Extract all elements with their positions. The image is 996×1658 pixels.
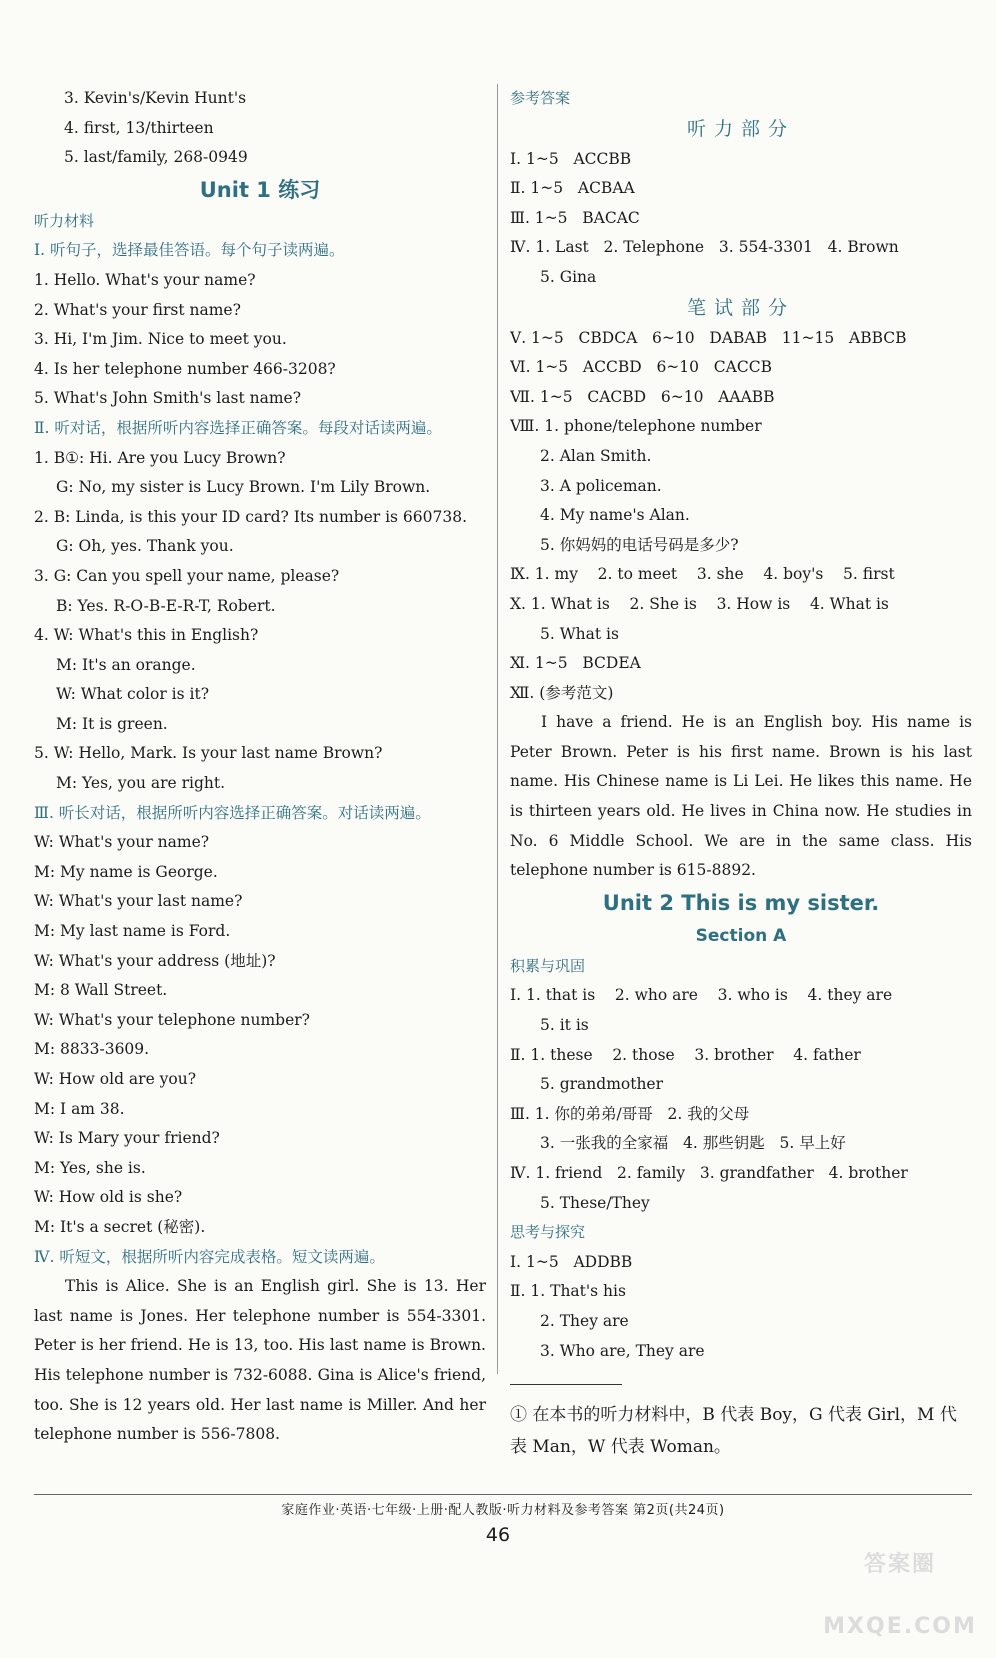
text-line: 4. Is her telephone number 466-3208?	[34, 359, 336, 378]
section-label: 听力材料	[34, 211, 95, 230]
paragraph: I have a friend. He is an English boy. His name is Peter Brown. Peter is his first name. Brown is his last name. His Chinese name is Li Lei. He likes this name. He is thirteen years old. He lives in China now. He studies in No. 6 Middle School. We are in the same class. His telephone number is 615-8892.	[510, 713, 972, 880]
text-line: M: 8 Wall Street.	[34, 981, 168, 1000]
text-line: 1. Hello. What's your name?	[34, 270, 256, 289]
unit-heading: Unit 2 This is my sister.	[602, 890, 880, 915]
text-line: M: My last name is Ford.	[34, 922, 231, 941]
section-label: 积累与巩固	[510, 956, 586, 975]
text-line: M: It is green.	[56, 714, 168, 733]
text-line: Ⅴ. 1~5 CBDCA 6~10 DABAB 11~15 ABBCB	[510, 328, 907, 347]
instruction: Ⅰ. 听句子，选择最佳答语。每个句子读两遍。	[34, 241, 345, 260]
text-line: W: What's your name?	[34, 833, 210, 852]
text-line: W: What's your last name?	[34, 892, 243, 911]
text-line: M: Yes, she is.	[34, 1158, 146, 1177]
text-line: G: No, my sister is Lucy Brown. I'm Lily Brown.	[56, 478, 431, 497]
text-line: Ⅰ. 1~5 ADDBB	[510, 1252, 633, 1271]
right-column	[510, 84, 972, 1463]
text-line: 3. Hi, I'm Jim. Nice to meet you.	[34, 330, 287, 349]
text-line: 5. What's John Smith's last name?	[34, 389, 302, 408]
paragraph: This is Alice. She is an English girl. She is 13. Her last name is Jones. Her telephone number is 554-3301. Peter is her friend. He is 13, too. His last name is Brown. His telephone number is 732-6088. Gina is Alice's friend, too. She is 12 years old. Her last name is Miller. And her telephone number is 556-7808.	[34, 1277, 486, 1444]
text-line: 1. B①: Hi. Are you Lucy Brown?	[34, 448, 286, 467]
text-line: B: Yes. R-O-B-E-R-T, Robert.	[56, 596, 276, 615]
text-line: M: It's an orange.	[56, 655, 196, 674]
text-line: 4. first, 13/thirteen	[64, 118, 214, 137]
text-line: 5. Gina	[540, 267, 597, 286]
text-line: Ⅳ. 1. friend 2. family 3. grandfather 4. brother	[510, 1164, 908, 1182]
text-line: Ⅰ. 1~5 ACCBB	[510, 149, 632, 168]
page-footer: 家庭作业·英语·七年级·上册·配人教版·听力材料及参考答案 第2页(共24页)	[34, 1494, 972, 1518]
text-line: 5. These/They	[540, 1193, 650, 1212]
text-line: Ⅱ. 1~5 ACBAA	[510, 179, 635, 198]
section-heading: Section A	[695, 925, 787, 946]
page-number: 46	[485, 1524, 511, 1546]
text-line: Ⅻ. (参考范文)	[510, 683, 614, 702]
text-line: 3. Kevin's/Kevin Hunt's	[64, 89, 247, 107]
text-line: Ⅱ. 1. these 2. those 3. brother 4. father	[510, 1045, 861, 1064]
text-line: M: 8833-3609.	[34, 1040, 150, 1059]
text-line: 5. W: Hello, Mark. Is your last name Brown?	[34, 744, 383, 763]
text-line: 2. B: Linda, is this your ID card? Its number is 660738.	[34, 507, 468, 526]
text-line: 3. 一张我的全家福 4. 那些钥匙 5. 早上好	[540, 1134, 846, 1153]
text-line: 2. They are	[540, 1311, 629, 1330]
text-line: 2. Alan Smith.	[540, 446, 652, 465]
text-line: 5. grandmother	[540, 1075, 664, 1094]
text-line: Ⅲ. 1~5 BACAC	[510, 208, 640, 227]
text-line: 2. What's your first name?	[34, 300, 241, 319]
watermark-logo: 答案圈 MXQE.COM	[823, 1552, 977, 1639]
text-line: Ⅵ. 1~5 ACCBD 6~10 CACCB	[510, 358, 772, 377]
text-line: 5. 你妈妈的电话号码是多少?	[540, 535, 739, 554]
footnote-rule	[510, 1384, 622, 1385]
text-line: Ⅸ. 1. my 2. to meet 3. she 4. boy's 5. first	[510, 565, 895, 584]
text-line: W: What's your telephone number?	[34, 1010, 310, 1029]
text-line: 3. A policeman.	[540, 476, 662, 495]
text-line: 5. it is	[540, 1016, 589, 1035]
text-line: W: How old is she?	[34, 1188, 183, 1207]
text-line: W: How old are you?	[34, 1070, 197, 1088]
text-line: 3. G: Can you spell your name, please?	[34, 566, 340, 585]
instruction: Ⅱ. 听对话，根据所听内容选择正确答案。每段对话读两遍。	[34, 418, 442, 437]
text-line: Ⅹ. 1. What is 2. She is 3. How is 4. What is	[510, 594, 889, 613]
unit-heading: Unit 1 练习	[199, 177, 321, 202]
section-label: 参考答案	[510, 89, 571, 107]
text-line: Ⅷ. 1. phone/telephone number	[510, 417, 762, 436]
text-line: W: What color is it?	[56, 685, 210, 704]
section-label: 思考与探究	[510, 1223, 586, 1242]
instruction: Ⅳ. 听短文，根据所听内容完成表格。短文读两遍。	[34, 1247, 385, 1266]
text-line: Ⅳ. 1. Last 2. Telephone 3. 554-3301 4. Brown	[510, 238, 899, 257]
left-column	[34, 84, 486, 1450]
text-line: W: What's your address (地址)?	[34, 951, 276, 970]
text-line: Ⅰ. 1. that is 2. who are 3. who is 4. they are	[510, 986, 893, 1005]
instruction: Ⅲ. 听长对话，根据所听内容选择正确答案。对话读两遍。	[34, 803, 431, 822]
text-line: M: Yes, you are right.	[56, 774, 226, 793]
text-line: G: Oh, yes. Thank you.	[56, 537, 234, 556]
part-heading: 听力部分	[686, 117, 795, 140]
text-line: 4. W: What's this in English?	[34, 626, 259, 645]
text-line: 5. What is	[540, 624, 619, 643]
text-line: Ⅶ. 1~5 CACBD 6~10 AAABB	[510, 387, 775, 406]
text-line: M: I am 38.	[34, 1099, 125, 1118]
text-line: M: My name is George.	[34, 862, 218, 881]
text-line: W: Is Mary your friend?	[34, 1129, 220, 1148]
text-line: 5. last/family, 268-0949	[64, 148, 248, 167]
text-line: Ⅺ. 1~5 BCDEA	[510, 654, 641, 673]
column-divider	[497, 84, 498, 1374]
text-line: M: It's a secret (秘密).	[34, 1217, 206, 1236]
footnote: ① 在本书的听力材料中，B 代表 Boy，G 代表 Girl，M 代表 Man，W 代表 Woman。	[510, 1405, 957, 1458]
text-line: Ⅱ. 1. That's his	[510, 1282, 626, 1301]
text-line: 4. My name's Alan.	[540, 506, 690, 525]
text-line: Ⅲ. 1. 你的弟弟/哥哥 2. 我的父母	[510, 1104, 750, 1123]
part-heading: 笔试部分	[686, 296, 795, 319]
text-line: 3. Who are, They are	[540, 1341, 705, 1360]
